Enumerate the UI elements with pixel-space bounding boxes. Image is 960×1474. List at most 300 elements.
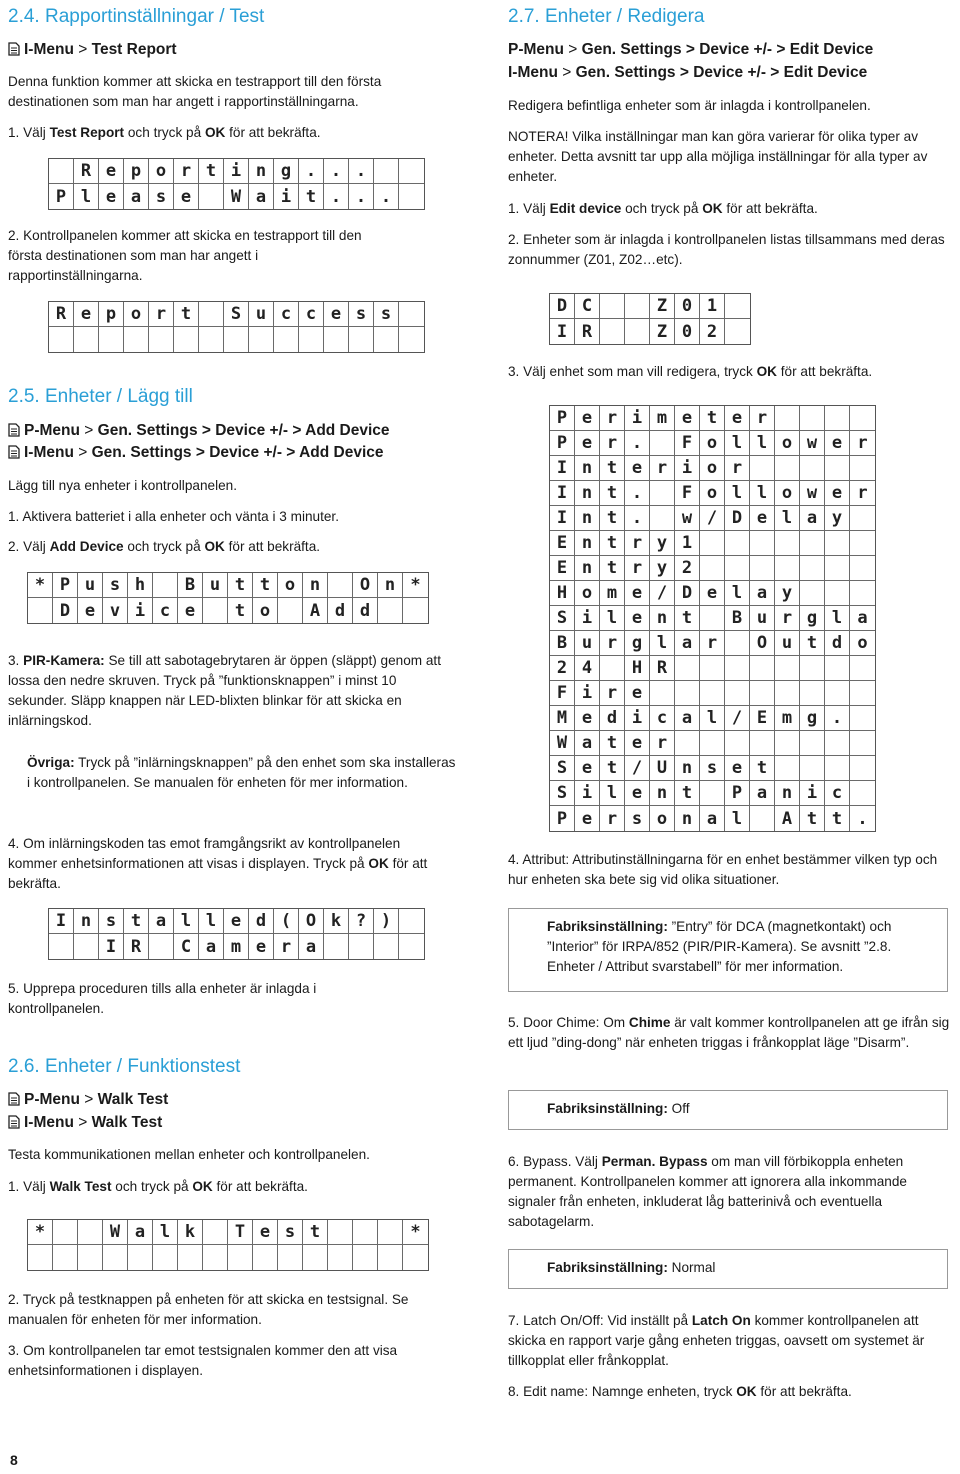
lcd-char-cell: /: [650, 581, 675, 606]
lcd-char-cell: .: [625, 481, 650, 506]
lcd-line: [550, 631, 875, 656]
lcd-char-cell: c: [153, 598, 178, 623]
lcd-char-cell: a: [800, 506, 825, 531]
lcd-char-cell: T: [228, 1220, 253, 1245]
step-2: 2. Kontrollpanelen kommer att skicka en testrapport till den första destinationen som man har angett i rapportinställningarna.: [8, 228, 362, 283]
lcd-char-cell: E: [750, 706, 775, 731]
lcd-char-cell: [328, 573, 353, 598]
lcd-char-cell: o: [650, 806, 675, 831]
lcd-char-cell: r: [850, 431, 875, 456]
lcd-char-cell: *: [403, 1220, 428, 1245]
lcd-char-cell: t: [675, 606, 700, 631]
lcd-char-cell: [149, 934, 174, 959]
lcd-char-cell: ?: [349, 909, 374, 934]
step-5: 5. Upprepa proceduren tills alla enheter är inlagda i kontrollpanelen.: [8, 981, 317, 1016]
lcd-char-cell: [700, 731, 725, 756]
lcd-char-cell: o: [149, 159, 174, 184]
lcd-char-cell: [725, 656, 750, 681]
lcd-char-cell: r: [650, 731, 675, 756]
lcd-char-cell: u: [78, 573, 103, 598]
lcd-char-cell: r: [850, 481, 875, 506]
lcd-char-cell: r: [149, 302, 174, 327]
lcd-char-cell: H: [625, 656, 650, 681]
lcd-char-cell: n: [575, 556, 600, 581]
lcd-char-cell: w: [800, 481, 825, 506]
intro-text: Redigera befintliga enheter som är inlagda i kontrollpanelen.: [508, 98, 871, 113]
lcd-char-cell: k: [178, 1220, 203, 1245]
lcd-line: [550, 319, 750, 344]
lcd-char-cell: a: [199, 934, 224, 959]
lcd-line: [550, 531, 875, 556]
lcd-char-cell: r: [600, 631, 625, 656]
lcd-char-cell: n: [303, 573, 328, 598]
menu-path-p: P-Menu > Walk Test: [8, 1091, 168, 1109]
lcd-char-cell: [800, 756, 825, 781]
lcd-char-cell: e: [249, 934, 274, 959]
lcd-char-cell: [725, 556, 750, 581]
lcd-char-cell: e: [253, 1220, 278, 1245]
lcd-char-cell: W: [103, 1220, 128, 1245]
lcd-char-cell: P: [725, 781, 750, 806]
lcd-char-cell: i: [575, 606, 600, 631]
lcd-char-cell: [700, 556, 725, 581]
lcd-char-cell: y: [650, 556, 675, 581]
lcd-char-cell: a: [750, 581, 775, 606]
lcd-char-cell: [850, 506, 875, 531]
lcd-char-cell: d: [353, 598, 378, 623]
lcd-char-cell: 4: [575, 656, 600, 681]
lcd-char-cell: 2: [675, 556, 700, 581]
lcd-char-cell: l: [600, 606, 625, 631]
lcd-char-cell: [328, 1245, 353, 1270]
lcd-char-cell: [49, 327, 74, 352]
lcd-char-cell: 2: [700, 319, 725, 344]
lcd-char-cell: .: [625, 431, 650, 456]
lcd-char-cell: a: [124, 184, 149, 209]
lcd-line: [550, 431, 875, 456]
lcd-char-cell: 1: [675, 531, 700, 556]
lcd-char-cell: .: [349, 184, 374, 209]
lcd-char-cell: [700, 781, 725, 806]
lcd-char-cell: u: [775, 631, 800, 656]
lcd-display-zones: [549, 293, 751, 345]
lcd-char-cell: l: [725, 581, 750, 606]
lcd-char-cell: A: [775, 806, 800, 831]
lcd-char-cell: [825, 456, 850, 481]
lcd-char-cell: a: [249, 184, 274, 209]
step-7: 7. Latch On/Off: Vid inställt på Latch On kommer kontrollpanelen att skicka en rapport varje gång enheten triggas, oavsett om systemet är tillkopplat eller frånkopplat.: [508, 1313, 925, 1368]
lcd-char-cell: [775, 681, 800, 706]
section-title-2-7: 2.7. Enheter / Redigera: [508, 6, 705, 27]
lcd-char-cell: S: [550, 781, 575, 806]
lcd-char-cell: D: [550, 294, 575, 319]
lcd-char-cell: l: [725, 431, 750, 456]
lcd-char-cell: [303, 1245, 328, 1270]
lcd-char-cell: p: [99, 302, 124, 327]
lcd-char-cell: e: [174, 184, 199, 209]
lcd-char-cell: [825, 531, 850, 556]
lcd-line: [49, 184, 424, 209]
lcd-char-cell: [675, 656, 700, 681]
lcd-char-cell: l: [153, 1220, 178, 1245]
lcd-char-cell: s: [349, 302, 374, 327]
lcd-char-cell: e: [575, 756, 600, 781]
lcd-char-cell: [725, 731, 750, 756]
lcd-char-cell: [650, 506, 675, 531]
lcd-char-cell: 1: [700, 294, 725, 319]
menu-path-i: I-Menu > Gen. Settings > Device +/- > Edit Device: [508, 64, 868, 81]
step-3: 3. PIR-Kamera: Se till att sabotagebrytaren är öppen (släppt) genom att lossa den nedre skruven. Tryck på ”funktionsknappen” i minst 10 sekunder. Släpp knappen när LED-blixten blinkar för att skicka en inlärningskod.: [8, 653, 441, 728]
lcd-char-cell: [725, 681, 750, 706]
lcd-char-cell: n: [575, 531, 600, 556]
lcd-char-cell: e: [224, 909, 249, 934]
lcd-line: [49, 934, 424, 959]
lcd-char-cell: e: [178, 598, 203, 623]
lcd-display-walk-test: [27, 1219, 429, 1271]
lcd-char-cell: o: [124, 302, 149, 327]
lcd-char-cell: [825, 681, 850, 706]
lcd-char-cell: [850, 781, 875, 806]
lcd-char-cell: B: [550, 631, 575, 656]
lcd-char-cell: l: [650, 631, 675, 656]
lcd-char-cell: H: [550, 581, 575, 606]
document-icon: [8, 445, 20, 459]
lcd-char-cell: u: [575, 631, 600, 656]
menu-path: I-Menu > Test Report: [8, 41, 177, 59]
step-4: 4. Om inlärningskoden tas emot framgångsrikt av kontrollpanelen kommer enhetsinformationen att visas i displayen. Tryck på OK för att bekräfta.: [8, 836, 428, 891]
lcd-char-cell: e: [99, 159, 124, 184]
lcd-char-cell: [625, 319, 650, 344]
lcd-char-cell: P: [49, 184, 74, 209]
lcd-char-cell: t: [199, 159, 224, 184]
lcd-char-cell: a: [675, 631, 700, 656]
factory-setting-note: Fabriksinställning: ”Entry” för DCA (magnetkontakt) och ”Interior” för IRPA/852 (PIR/PIR-Kamera). Se avsnitt ”2.8. Enheter / Attribut svarstabell” för mer information.: [508, 908, 948, 992]
lcd-char-cell: r: [775, 606, 800, 631]
lcd-char-cell: .: [324, 159, 349, 184]
step-2: 2. Välj Add Device och tryck på OK för att bekräfta.: [8, 539, 321, 554]
lcd-char-cell: P: [550, 806, 575, 831]
lcd-char-cell: l: [725, 806, 750, 831]
lcd-char-cell: w: [800, 431, 825, 456]
lcd-char-cell: [203, 598, 228, 623]
lcd-char-cell: S: [550, 756, 575, 781]
lcd-char-cell: [74, 934, 99, 959]
lcd-char-cell: e: [750, 506, 775, 531]
lcd-char-cell: n: [675, 756, 700, 781]
lcd-char-cell: c: [274, 302, 299, 327]
lcd-char-cell: [775, 406, 800, 431]
lcd-char-cell: [203, 1220, 228, 1245]
lcd-char-cell: [249, 327, 274, 352]
step-3: 3. Välj enhet som man vill redigera, tryck OK för att bekräfta.: [508, 364, 873, 379]
lcd-char-cell: t: [700, 406, 725, 431]
lcd-char-cell: [825, 556, 850, 581]
lcd-char-cell: [74, 327, 99, 352]
lcd-char-cell: W: [224, 184, 249, 209]
lcd-char-cell: t: [675, 781, 700, 806]
lcd-char-cell: W: [550, 731, 575, 756]
lcd-char-cell: e: [575, 431, 600, 456]
lcd-char-cell: s: [625, 806, 650, 831]
lcd-char-cell: [800, 456, 825, 481]
intro-text: Denna funktion kommer att skicka en testrapport till den första destinationen som man har angett i rapportinställningarna.: [8, 74, 382, 109]
lcd-char-cell: a: [299, 934, 324, 959]
lcd-char-cell: D: [675, 581, 700, 606]
document-icon: [8, 423, 20, 437]
lcd-char-cell: o: [575, 581, 600, 606]
lcd-char-cell: [399, 909, 424, 934]
lcd-char-cell: I: [550, 506, 575, 531]
lcd-char-cell: [403, 598, 428, 623]
lcd-char-cell: D: [53, 598, 78, 623]
lcd-line: [550, 556, 875, 581]
lcd-char-cell: a: [850, 606, 875, 631]
lcd-char-cell: F: [675, 481, 700, 506]
lcd-char-cell: [800, 556, 825, 581]
lcd-char-cell: s: [99, 909, 124, 934]
lcd-char-cell: t: [600, 531, 625, 556]
lcd-char-cell: e: [825, 431, 850, 456]
lcd-char-cell: I: [49, 909, 74, 934]
lcd-char-cell: [378, 1245, 403, 1270]
lcd-char-cell: [800, 406, 825, 431]
lcd-char-cell: u: [249, 302, 274, 327]
lcd-line: [28, 1220, 428, 1245]
lcd-char-cell: i: [274, 184, 299, 209]
lcd-char-cell: [800, 531, 825, 556]
lcd-char-cell: u: [750, 606, 775, 631]
lcd-char-cell: /: [625, 756, 650, 781]
lcd-char-cell: t: [800, 806, 825, 831]
lcd-char-cell: [700, 681, 725, 706]
lcd-char-cell: (: [274, 909, 299, 934]
lcd-char-cell: r: [274, 934, 299, 959]
lcd-line: [550, 681, 875, 706]
lcd-char-cell: e: [625, 581, 650, 606]
lcd-char-cell: i: [575, 681, 600, 706]
lcd-char-cell: [750, 731, 775, 756]
lcd-line: [49, 909, 424, 934]
step-6: 6. Bypass. Välj Perman. Bypass om man vill förbikoppla enheten permanent. Kontrollpanelen kommer att ignorera alla inkommande signaler från enheten, inkluderat låg batterinivå och eventuella sabotagelarm.: [508, 1154, 907, 1229]
lcd-char-cell: .: [857, 808, 868, 829]
step-3: 3. Om kontrollpanelen tar emot testsignalen kommer den att visa enhetsinformationen i displayen.: [8, 1343, 398, 1378]
lcd-char-cell: [99, 327, 124, 352]
lcd-char-cell: R: [124, 934, 149, 959]
lcd-char-cell: O: [750, 631, 775, 656]
page-number: 8: [10, 1452, 18, 1468]
lcd-char-cell: k: [324, 909, 349, 934]
lcd-char-cell: r: [600, 406, 625, 431]
lcd-char-cell: O: [299, 909, 324, 934]
lcd-char-cell: [274, 327, 299, 352]
lcd-char-cell: m: [224, 934, 249, 959]
lcd-line: [550, 294, 750, 319]
lcd-char-cell: t: [600, 556, 625, 581]
lcd-char-cell: [800, 731, 825, 756]
lcd-char-cell: e: [725, 756, 750, 781]
menu-path-p: P-Menu > Gen. Settings > Device +/- > Edit Device: [508, 41, 874, 58]
lcd-line: [550, 606, 875, 631]
lcd-char-cell: [600, 294, 625, 319]
lcd-char-cell: i: [675, 456, 700, 481]
lcd-char-cell: o: [775, 481, 800, 506]
lcd-line: [550, 456, 875, 481]
lcd-char-cell: Z: [650, 319, 675, 344]
lcd-char-cell: [374, 934, 399, 959]
lcd-char-cell: [675, 731, 700, 756]
lcd-char-cell: n: [675, 806, 700, 831]
lcd-char-cell: O: [353, 573, 378, 598]
lcd-char-cell: s: [103, 573, 128, 598]
lcd-char-cell: [775, 556, 800, 581]
lcd-char-cell: .: [299, 159, 324, 184]
lcd-char-cell: t: [299, 184, 324, 209]
lcd-line: [49, 159, 424, 184]
notera-text: NOTERA! Vilka inställningar man kan göra varierar för olika typer av enheter. Detta avsnitt tar upp alla möjliga inställningar för alla typer av enheter.: [508, 129, 928, 184]
lcd-char-cell: [825, 731, 850, 756]
lcd-char-cell: [750, 806, 775, 831]
lcd-char-cell: [700, 531, 725, 556]
lcd-char-cell: [850, 706, 875, 731]
lcd-char-cell: [128, 1245, 153, 1270]
lcd-char-cell: n: [650, 606, 675, 631]
lcd-char-cell: n: [575, 456, 600, 481]
lcd-char-cell: [353, 1245, 378, 1270]
lcd-char-cell: [78, 1245, 103, 1270]
lcd-char-cell: e: [700, 581, 725, 606]
lcd-char-cell: i: [625, 406, 650, 431]
lcd-char-cell: [625, 294, 650, 319]
lcd-char-cell: [153, 573, 178, 598]
lcd-char-cell: l: [600, 781, 625, 806]
lcd-char-cell: o: [253, 598, 278, 623]
lcd-char-cell: y: [825, 506, 850, 531]
lcd-line: [550, 731, 875, 756]
lcd-char-cell: [103, 1245, 128, 1270]
lcd-char-cell: [399, 184, 424, 209]
lcd-char-cell: M: [550, 706, 575, 731]
lcd-char-cell: v: [103, 598, 128, 623]
lcd-char-cell: [149, 327, 174, 352]
lcd-char-cell: [825, 406, 850, 431]
lcd-char-cell: e: [625, 681, 650, 706]
lcd-char-cell: [600, 319, 625, 344]
lcd-char-cell: y: [775, 581, 800, 606]
lcd-char-cell: [775, 531, 800, 556]
lcd-char-cell: [228, 1245, 253, 1270]
lcd-char-cell: t: [600, 481, 625, 506]
lcd-char-cell: P: [550, 431, 575, 456]
lcd-char-cell: e: [625, 456, 650, 481]
lcd-char-cell: U: [650, 756, 675, 781]
lcd-char-cell: g: [625, 631, 650, 656]
lcd-char-cell: I: [550, 456, 575, 481]
lcd-char-cell: [399, 302, 424, 327]
lcd-char-cell: t: [800, 631, 825, 656]
lcd-char-cell: l: [174, 909, 199, 934]
lcd-char-cell: [374, 159, 399, 184]
lcd-char-cell: d: [328, 598, 353, 623]
lcd-char-cell: [700, 606, 725, 631]
lcd-char-cell: [725, 531, 750, 556]
lcd-char-cell: [850, 756, 875, 781]
lcd-char-cell: [850, 556, 875, 581]
lcd-char-cell: [199, 327, 224, 352]
lcd-char-cell: [374, 327, 399, 352]
step-1: 1. Välj Walk Test och tryck på OK för att bekräfta.: [8, 1179, 308, 1194]
lcd-char-cell: a: [750, 781, 775, 806]
lcd-display-push-button: [27, 572, 429, 624]
lcd-char-cell: n: [378, 573, 403, 598]
step-4: 4. Attribut: Attributinställningarna för en enhet bestämmer vilken typ och hur enheten ska bete sig vid olika situationer.: [508, 852, 938, 887]
lcd-char-cell: [353, 1220, 378, 1245]
lcd-display-report-success: [48, 301, 425, 353]
lcd-char-cell: [324, 934, 349, 959]
lcd-char-cell: [750, 656, 775, 681]
lcd-char-cell: e: [74, 302, 99, 327]
lcd-char-cell: i: [128, 598, 153, 623]
lcd-char-cell: t: [600, 456, 625, 481]
factory-setting-note: Fabriksinställning: Normal: [508, 1249, 948, 1289]
lcd-char-cell: [28, 1245, 53, 1270]
lcd-line: [550, 781, 875, 806]
lcd-display-installed: [48, 908, 425, 960]
lcd-line: [28, 1245, 428, 1270]
lcd-char-cell: t: [750, 756, 775, 781]
lcd-char-cell: e: [575, 806, 600, 831]
lcd-char-cell: [850, 581, 875, 606]
lcd-char-cell: e: [625, 606, 650, 631]
step-1: 1. Välj Test Report och tryck på OK för att bekräfta.: [8, 125, 321, 140]
lcd-char-cell: n: [575, 506, 600, 531]
lcd-char-cell: [750, 531, 775, 556]
lcd-char-cell: .: [625, 506, 650, 531]
lcd-char-cell: .: [349, 159, 374, 184]
lcd-char-cell: s: [149, 184, 174, 209]
lcd-char-cell: [650, 481, 675, 506]
lcd-char-cell: R: [650, 656, 675, 681]
lcd-char-cell: [49, 159, 74, 184]
lcd-char-cell: S: [550, 606, 575, 631]
lcd-char-cell: l: [74, 184, 99, 209]
lcd-char-cell: a: [149, 909, 174, 934]
lcd-char-cell: e: [99, 184, 124, 209]
lcd-char-cell: r: [750, 406, 775, 431]
lcd-char-cell: [825, 656, 850, 681]
lcd-char-cell: [775, 456, 800, 481]
lcd-char-cell: t: [825, 806, 850, 831]
ovriga-text: Övriga: Tryck på ”inlärningsknappen” på den enhet som ska installeras i kontrollpanelen. Se manualen för enheten för mer information.: [27, 755, 456, 790]
lcd-char-cell: a: [575, 731, 600, 756]
lcd-char-cell: ): [374, 909, 399, 934]
step-2: 2. Tryck på testknappen på enheten för att skicka en testsignal. Se manualen för enheten för mer information.: [8, 1292, 409, 1327]
step-8: 8. Edit name: Namnge enheten, tryck OK för att bekräfta.: [508, 1384, 852, 1399]
lcd-char-cell: R: [74, 159, 99, 184]
lcd-char-cell: [349, 327, 374, 352]
lcd-char-cell: [775, 756, 800, 781]
lcd-char-cell: [399, 327, 424, 352]
lcd-line: [550, 581, 875, 606]
lcd-char-cell: C: [575, 294, 600, 319]
lcd-char-cell: e: [575, 706, 600, 731]
lcd-char-cell: [124, 327, 149, 352]
lcd-line: [550, 406, 875, 431]
lcd-char-cell: n: [775, 781, 800, 806]
lcd-char-cell: [825, 756, 850, 781]
lcd-char-cell: [178, 1245, 203, 1270]
lcd-char-cell: C: [174, 934, 199, 959]
lcd-char-cell: *: [28, 573, 53, 598]
